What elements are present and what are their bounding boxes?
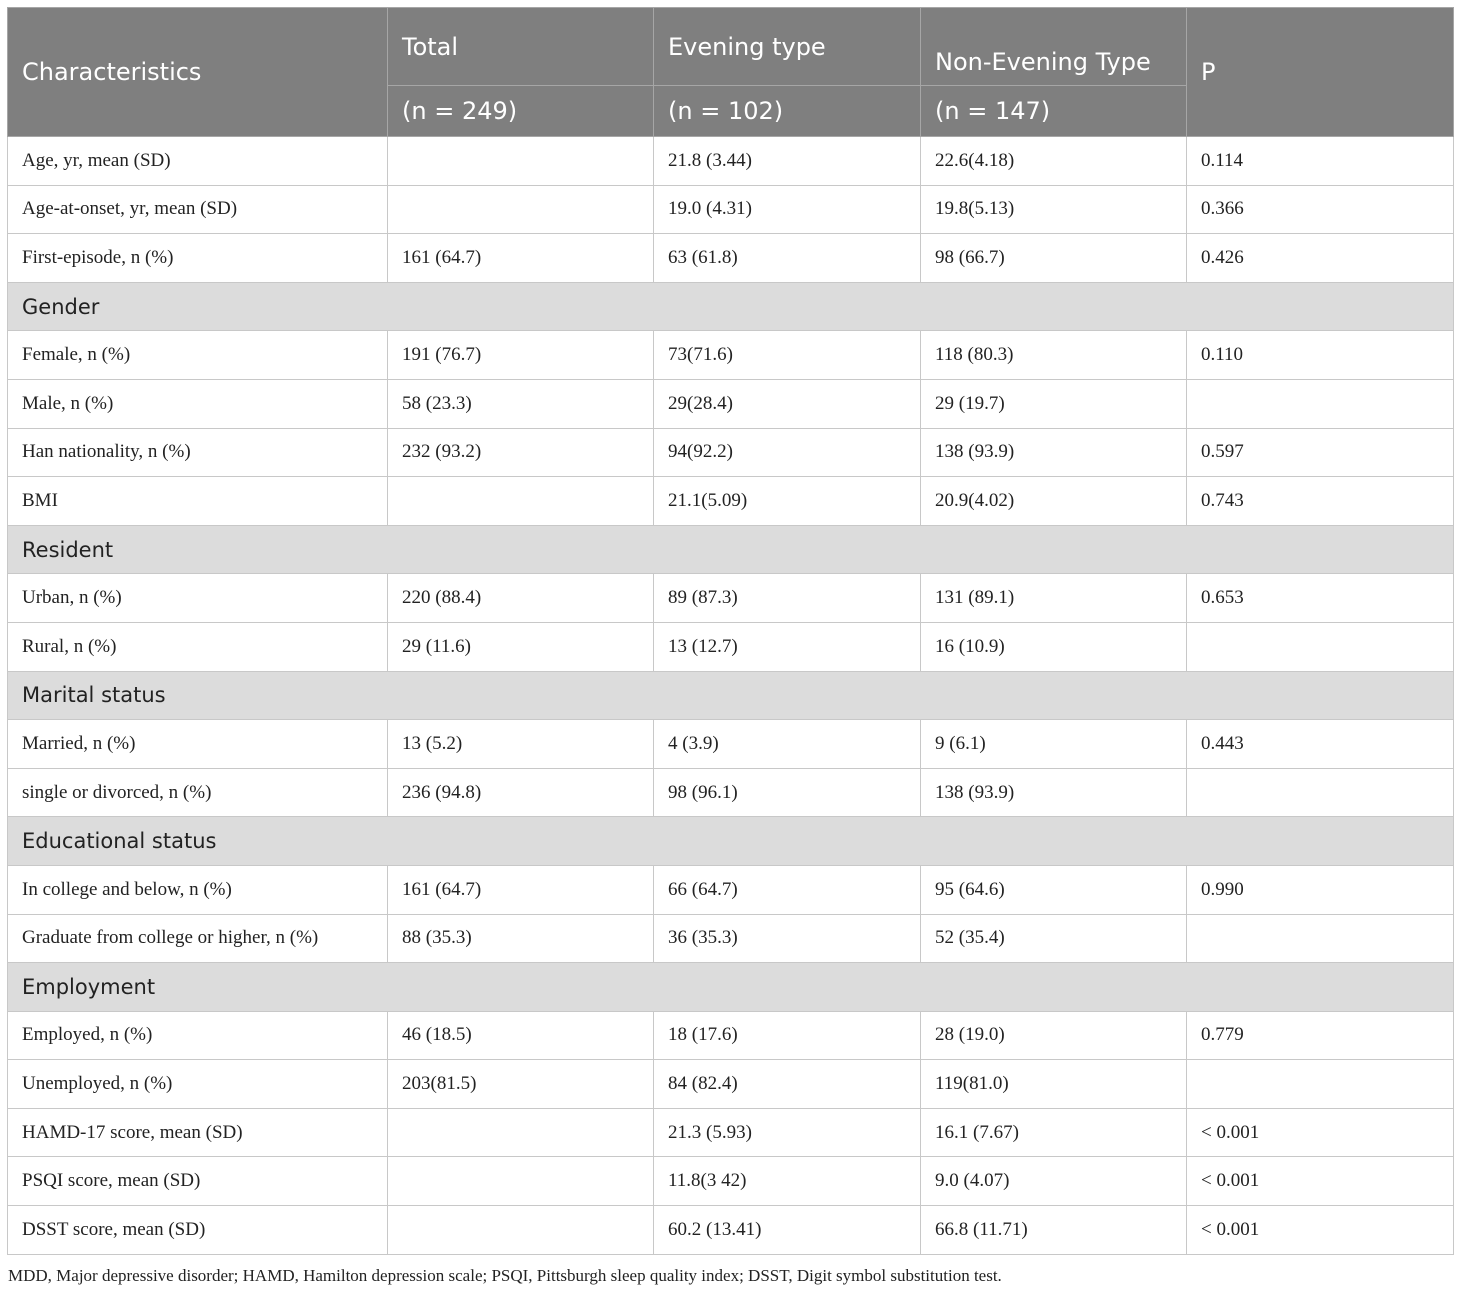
table-header: [8, 8, 1454, 137]
cell-total: 13 (5.2): [388, 720, 654, 769]
cell-p-value: < 0.001: [1187, 1157, 1454, 1206]
cell-evening-type: 98 (96.1): [654, 768, 921, 817]
cell-p-value: [1187, 768, 1454, 817]
cell-total: [388, 477, 654, 526]
cell-p-value: < 0.001: [1187, 1108, 1454, 1157]
cell-non-evening-type: 138 (93.9): [921, 768, 1187, 817]
section-label: Marital status: [8, 671, 1454, 720]
table-footnote: MDD, Major depressive disorder; HAMD, Hamilton depression scale; PSQI, Pittsburgh sleep quality index; DSST, Digit symbol substitution test.: [8, 1266, 1002, 1285]
row-label: HAMD-17 score, mean (SD): [8, 1108, 388, 1157]
cell-non-evening-type: 19.8(5.13): [921, 185, 1187, 234]
cell-total: 88 (35.3): [388, 914, 654, 963]
cell-total: [388, 1157, 654, 1206]
table-body: [8, 137, 1454, 1255]
table-row: [8, 137, 1454, 186]
cell-evening-type: 84 (82.4): [654, 1060, 921, 1109]
cell-p-value: 0.114: [1187, 137, 1454, 186]
cell-p-value: 0.366: [1187, 185, 1454, 234]
header-evening-n: (n = 102): [654, 86, 921, 137]
row-label: single or divorced, n (%): [8, 768, 388, 817]
cell-non-evening-type: 29 (19.7): [921, 379, 1187, 428]
table-row: [8, 865, 1454, 914]
section-row: [8, 525, 1454, 574]
table-row: [8, 185, 1454, 234]
cell-non-evening-type: 16.1 (7.67): [921, 1108, 1187, 1157]
cell-p-value: 0.426: [1187, 234, 1454, 283]
cell-evening-type: 21.1(5.09): [654, 477, 921, 526]
cell-p-value: 0.110: [1187, 331, 1454, 380]
header-evening-type: Evening type: [654, 8, 921, 86]
cell-evening-type: 21.3 (5.93): [654, 1108, 921, 1157]
row-label: Female, n (%): [8, 331, 388, 380]
cell-p-value: < 0.001: [1187, 1206, 1454, 1255]
cell-non-evening-type: 20.9(4.02): [921, 477, 1187, 526]
section-row: [8, 817, 1454, 866]
cell-total: 161 (64.7): [388, 865, 654, 914]
table-row: [8, 914, 1454, 963]
cell-evening-type: 73(71.6): [654, 331, 921, 380]
table-row: [8, 477, 1454, 526]
cell-evening-type: 21.8 (3.44): [654, 137, 921, 186]
table-row: [8, 768, 1454, 817]
section-label: Employment: [8, 963, 1454, 1012]
characteristics-table: [7, 7, 1454, 1255]
cell-evening-type: 13 (12.7): [654, 622, 921, 671]
table-row: [8, 1108, 1454, 1157]
table-row: [8, 234, 1454, 283]
row-label: In college and below, n (%): [8, 865, 388, 914]
cell-total: 46 (18.5): [388, 1011, 654, 1060]
cell-evening-type: 94(92.2): [654, 428, 921, 477]
cell-non-evening-type: 138 (93.9): [921, 428, 1187, 477]
cell-non-evening-type: 66.8 (11.71): [921, 1206, 1187, 1255]
cell-total: 236 (94.8): [388, 768, 654, 817]
cell-non-evening-type: 22.6(4.18): [921, 137, 1187, 186]
cell-p-value: [1187, 914, 1454, 963]
table-row: [8, 1011, 1454, 1060]
table-row: [8, 428, 1454, 477]
row-label: Employed, n (%): [8, 1011, 388, 1060]
row-label: Age, yr, mean (SD): [8, 137, 388, 186]
table-row: [8, 720, 1454, 769]
table-row: [8, 574, 1454, 623]
cell-total: 191 (76.7): [388, 331, 654, 380]
cell-evening-type: 19.0 (4.31): [654, 185, 921, 234]
cell-non-evening-type: 95 (64.6): [921, 865, 1187, 914]
cell-evening-type: 4 (3.9): [654, 720, 921, 769]
table-row: [8, 622, 1454, 671]
cell-non-evening-type: 16 (10.9): [921, 622, 1187, 671]
cell-p-value: 0.653: [1187, 574, 1454, 623]
row-label: Graduate from college or higher, n (%): [8, 914, 388, 963]
cell-evening-type: 29(28.4): [654, 379, 921, 428]
row-label: Unemployed, n (%): [8, 1060, 388, 1109]
cell-p-value: 0.779: [1187, 1011, 1454, 1060]
cell-p-value: 0.597: [1187, 428, 1454, 477]
table-row: [8, 1060, 1454, 1109]
row-label: Urban, n (%): [8, 574, 388, 623]
cell-evening-type: 60.2 (13.41): [654, 1206, 921, 1255]
table-row: [8, 331, 1454, 380]
cell-total: [388, 137, 654, 186]
cell-total: [388, 185, 654, 234]
cell-total: 220 (88.4): [388, 574, 654, 623]
cell-evening-type: 36 (35.3): [654, 914, 921, 963]
cell-total: [388, 1206, 654, 1255]
table-row: [8, 379, 1454, 428]
cell-non-evening-type: 9 (6.1): [921, 720, 1187, 769]
cell-total: [388, 1108, 654, 1157]
cell-p-value: [1187, 379, 1454, 428]
row-label: DSST score, mean (SD): [8, 1206, 388, 1255]
row-label: Married, n (%): [8, 720, 388, 769]
header-non-evening-type: Non-Evening Type: [921, 8, 1187, 86]
cell-non-evening-type: 9.0 (4.07): [921, 1157, 1187, 1206]
row-label: Age-at-onset, yr, mean (SD): [8, 185, 388, 234]
cell-evening-type: 66 (64.7): [654, 865, 921, 914]
cell-evening-type: 63 (61.8): [654, 234, 921, 283]
cell-non-evening-type: 118 (80.3): [921, 331, 1187, 380]
row-label: Rural, n (%): [8, 622, 388, 671]
cell-non-evening-type: 28 (19.0): [921, 1011, 1187, 1060]
row-label: First-episode, n (%): [8, 234, 388, 283]
section-label: Resident: [8, 525, 1454, 574]
cell-p-value: [1187, 622, 1454, 671]
cell-total: 161 (64.7): [388, 234, 654, 283]
section-row: [8, 963, 1454, 1012]
cell-total: 232 (93.2): [388, 428, 654, 477]
cell-evening-type: 11.8(3 42): [654, 1157, 921, 1206]
cell-evening-type: 89 (87.3): [654, 574, 921, 623]
header-total-n: (n = 249): [388, 86, 654, 137]
cell-p-value: 0.743: [1187, 477, 1454, 526]
cell-non-evening-type: 52 (35.4): [921, 914, 1187, 963]
cell-p-value: [1187, 1060, 1454, 1109]
header-p: P: [1187, 8, 1454, 137]
row-label: BMI: [8, 477, 388, 526]
header-non-evening-n: (n = 147): [921, 86, 1187, 137]
cell-total: 29 (11.6): [388, 622, 654, 671]
table-row: [8, 1206, 1454, 1255]
section-label: Educational status: [8, 817, 1454, 866]
section-row: [8, 671, 1454, 720]
row-label: Male, n (%): [8, 379, 388, 428]
cell-total: 203(81.5): [388, 1060, 654, 1109]
cell-evening-type: 18 (17.6): [654, 1011, 921, 1060]
section-label: Gender: [8, 282, 1454, 331]
row-label: Han nationality, n (%): [8, 428, 388, 477]
cell-p-value: 0.990: [1187, 865, 1454, 914]
row-label: PSQI score, mean (SD): [8, 1157, 388, 1206]
header-characteristics: Characteristics: [8, 8, 388, 137]
cell-p-value: 0.443: [1187, 720, 1454, 769]
cell-total: 58 (23.3): [388, 379, 654, 428]
header-total: Total: [388, 8, 654, 86]
section-row: [8, 282, 1454, 331]
cell-non-evening-type: 119(81.0): [921, 1060, 1187, 1109]
cell-non-evening-type: 131 (89.1): [921, 574, 1187, 623]
table-row: [8, 1157, 1454, 1206]
cell-non-evening-type: 98 (66.7): [921, 234, 1187, 283]
